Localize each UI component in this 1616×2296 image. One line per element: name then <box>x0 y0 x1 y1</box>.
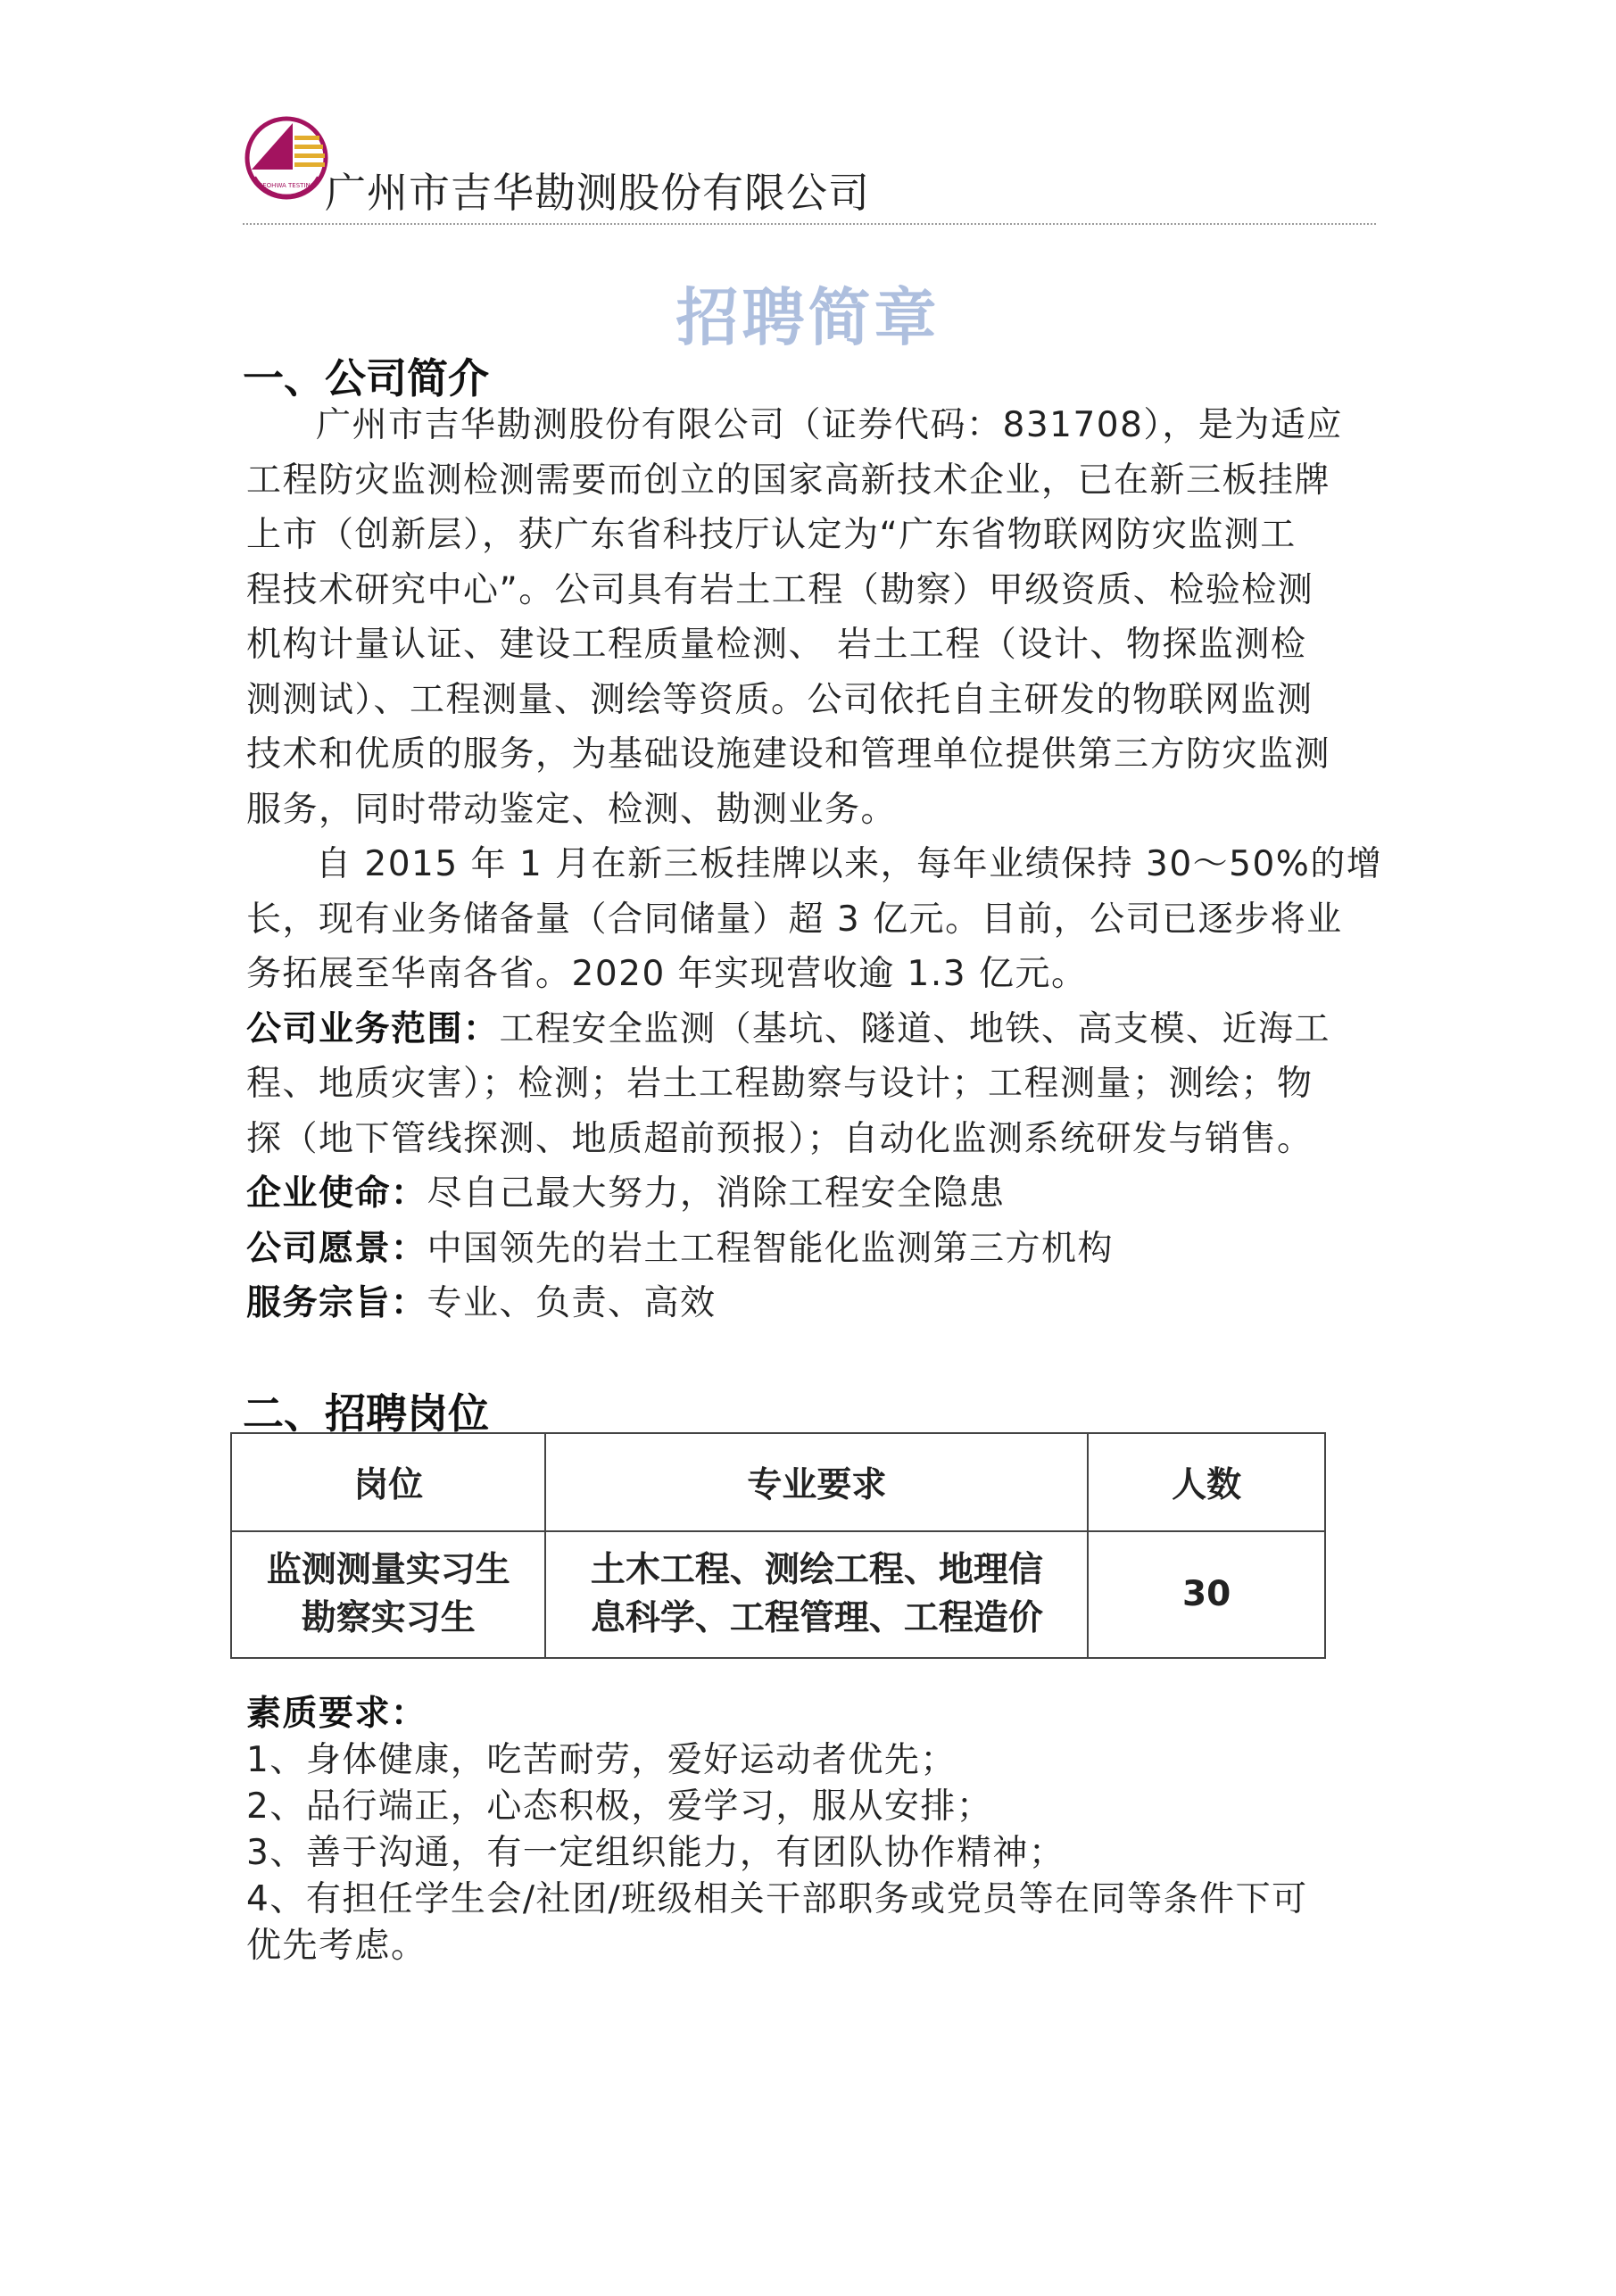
positions-table <box>230 1432 1326 1659</box>
company-intro <box>246 398 1383 1331</box>
intro-line: 广州市吉华勘测股份有限公司（证券代码：831708），是为适应 <box>316 405 1343 445</box>
service-label: 服务宗旨： <box>246 1283 427 1323</box>
growth-line: 长，现有业务储备量（合同储量）超 3 亿元。目前，公司已逐步将业 <box>246 899 1343 940</box>
scope-line: 工程安全监测（基坑、隧道、地铁、高支模、近海工 <box>499 1008 1331 1049</box>
business-scope-label: 公司业务范围： <box>246 1008 500 1049</box>
column-header-major: 专业要求 <box>545 1433 1088 1531</box>
position-name: 监测测量实习生 <box>266 1550 510 1590</box>
intro-line: 机构计量认证、建设工程质量检测、 岩土工程（设计、物探监测检 <box>246 625 1307 665</box>
requirement-item-continued: 优先考虑。 <box>246 1926 427 1966</box>
requirements-title: 素质要求： <box>246 1694 427 1734</box>
growth-line: 自 2015 年 1 月在新三板挂牌以来，每年业绩保持 30～50%的增 <box>316 844 1383 884</box>
mission-label: 企业使命： <box>246 1173 427 1214</box>
scope-line: 程、地质灾害）；检测；岩土工程勘察与设计；工程测量；测绘；物 <box>246 1064 1314 1104</box>
intro-line: 技术和优质的服务，为基础设施建设和管理单位提供第三方防灾监测 <box>246 734 1331 775</box>
mission <box>246 1166 1380 1222</box>
mission-text: 尽自己最大努力，消除工程安全隐患 <box>427 1173 1006 1214</box>
company-logo <box>243 114 330 202</box>
intro-line: 测测试）、工程测量、测绘等资质。公司依托自主研发的物联网监测 <box>246 679 1314 720</box>
header-divider <box>243 223 1376 225</box>
service-text: 专业、负责、高效 <box>427 1283 717 1323</box>
position-name: 勘察实习生 <box>301 1598 476 1638</box>
intro-line: 程技术研究中心”。公司具有岩土工程（勘察）甲级资质、检验检测 <box>246 569 1314 610</box>
growth-line: 务拓展至华南各省。2020 年实现营收逾 1.3 亿元。 <box>246 954 1088 994</box>
major-line: 土木工程、测绘工程、地理信 <box>590 1550 1043 1590</box>
intro-line: 工程防灾监测检测需要而创立的国家高新技术企业，已在新三板挂牌 <box>246 460 1331 501</box>
table-row <box>231 1531 1325 1658</box>
company-name: 广州市吉华勘测股份有限公司 <box>325 169 870 217</box>
requirements <box>246 1691 1380 1969</box>
major-line: 息科学、工程管理、工程造价 <box>590 1598 1043 1638</box>
column-header-count: 人数 <box>1088 1433 1325 1531</box>
scope-line: 探（地下管线探测、地质超前预报）；自动化监测系统研发与销售。 <box>246 1118 1314 1159</box>
position-cell <box>231 1531 545 1658</box>
vision-label: 公司愿景： <box>246 1228 427 1269</box>
section-heading-positions: 二、招聘岗位 <box>243 1389 489 1438</box>
intro-line: 服务，同时带动鉴定、检测、勘测业务。 <box>246 789 898 830</box>
requirement-item: 3、善于沟通，有一定组织能力，有团队协作精神； <box>246 1833 1065 1873</box>
page-title: 招聘简章 <box>675 281 941 354</box>
major-cell <box>545 1531 1088 1658</box>
vision <box>246 1222 1380 1277</box>
requirement-item: 2、品行端正，心态积极，爱学习，服从安排； <box>246 1786 993 1827</box>
requirement-item: 1、身体健康，吃苦耐劳，爱好运动者优先； <box>246 1740 957 1780</box>
vision-text: 中国领先的岩土工程智能化监测第三方机构 <box>427 1228 1115 1269</box>
table-header-row <box>231 1433 1325 1531</box>
requirement-item: 4、有担任学生会/社团/班级相关干部职务或党员等在同等条件下可 <box>246 1879 1308 1919</box>
business-scope <box>246 1002 1380 1057</box>
intro-line: 上市（创新层），获广东省科技厅认定为“广东省物联网防灾监测工 <box>246 515 1297 555</box>
headcount-cell: 30 <box>1088 1531 1325 1658</box>
service-purpose <box>246 1276 1380 1331</box>
svg-text:GEOHWA TESTING: GEOHWA TESTING <box>257 182 316 189</box>
column-header-position: 岗位 <box>231 1433 545 1531</box>
section-heading-company: 一、公司简介 <box>243 354 489 402</box>
letterhead <box>243 114 1376 223</box>
